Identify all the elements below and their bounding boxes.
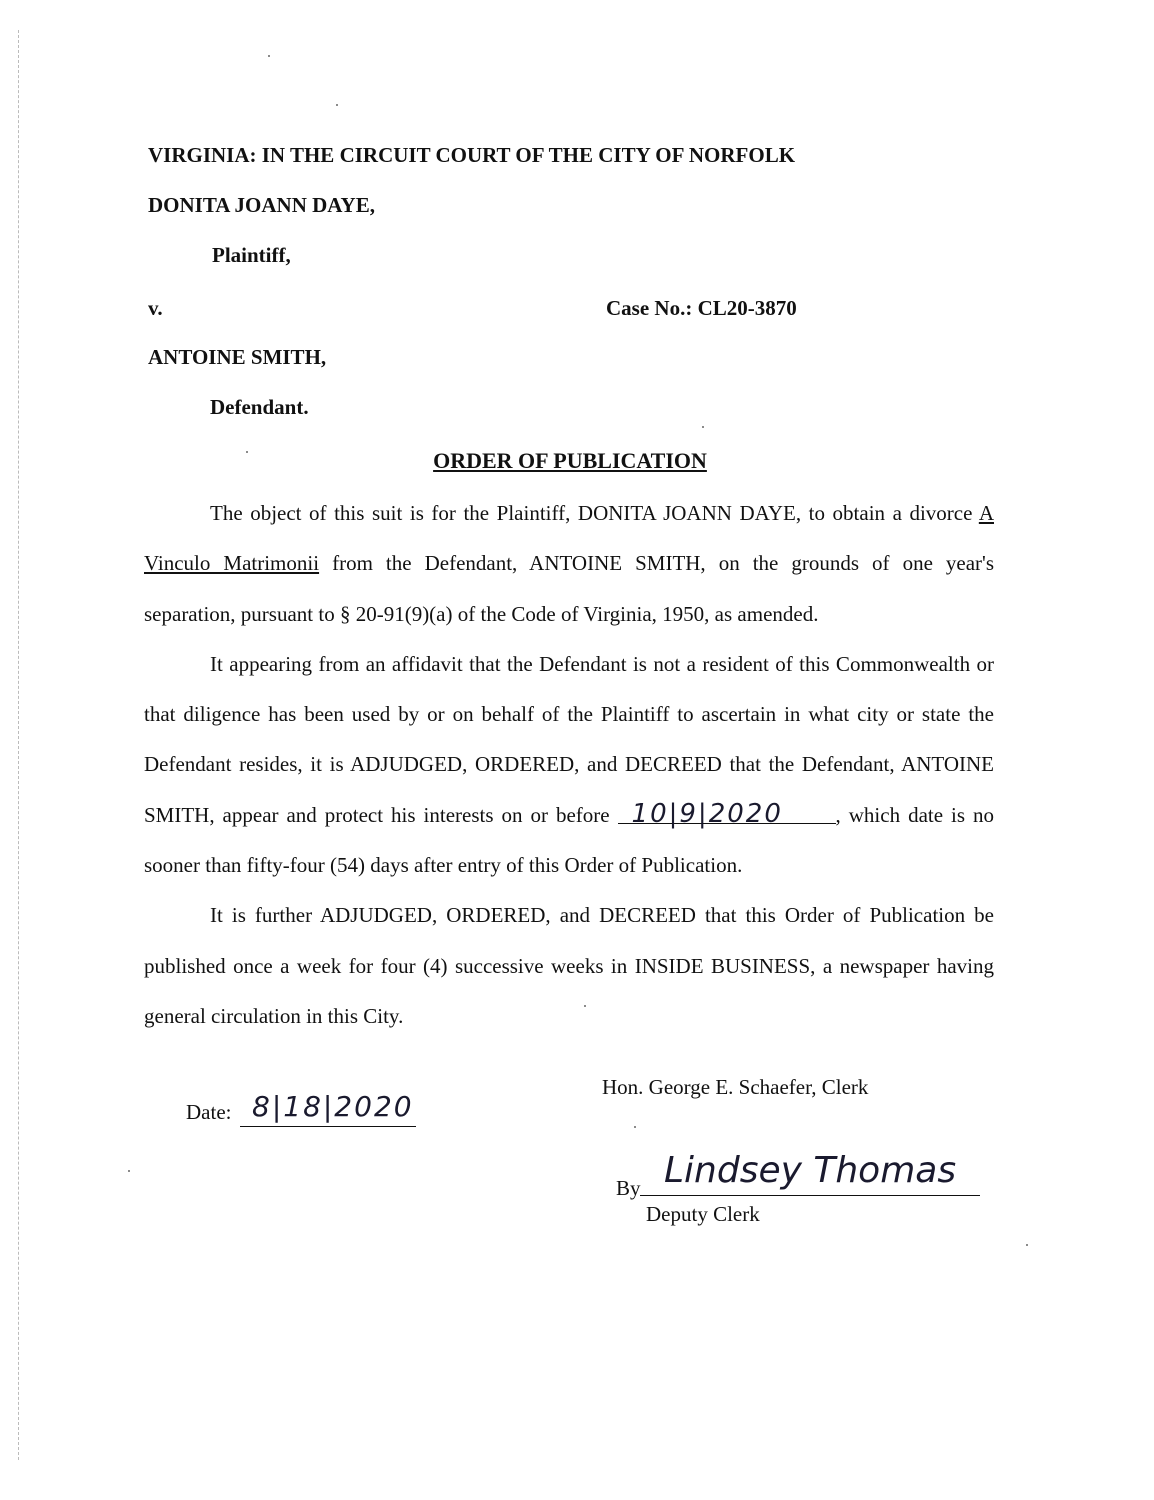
scan-speck — [634, 1126, 636, 1128]
case-number: Case No.: CL20-3870 — [606, 296, 797, 320]
entry-date-handwritten: 8|18|2020 — [252, 1090, 414, 1123]
scan-speck — [584, 1005, 586, 1007]
court-heading: VIRGINIA: IN THE CIRCUIT COURT OF THE CITY OF NORFOLK — [148, 143, 796, 167]
latin-term: A Vinculo Matrimonii — [144, 501, 994, 576]
clerk-signature-line — [640, 1195, 980, 1196]
scan-speck — [268, 55, 270, 57]
p2-text-a: It appearing from an affidavit that the Defendant is not a resident of this Commonwealth or that diligence has been used by or on behalf of the Plaintiff to ascertain in what city or state the Defendant resides, it is ADJUDGED, ORDERED, and DECREED that the Defendant, ANTOINE SMITH, appear and protect his interests on or before — [144, 651, 994, 827]
defendant-name: ANTOINE SMITH, — [148, 345, 327, 369]
plaintiff-name: DONITA JOANN DAYE, — [148, 193, 375, 217]
document-title: ORDER OF PUBLICATION — [433, 448, 707, 473]
p1-text-a: The object of this suit is for the Plaintiff, DONITA JOANN DAYE, to obtain a divorce — [210, 501, 979, 525]
appearance-date-blank — [618, 798, 836, 829]
appearance-date-handwritten: 10|9|2020 — [631, 798, 783, 829]
paragraph-object-of-suit — [144, 488, 994, 639]
paragraph-affidavit — [144, 639, 994, 890]
date-label: Date: — [186, 1100, 232, 1124]
scan-speck — [702, 426, 704, 428]
scan-speck — [336, 104, 338, 106]
versus-label: v. — [148, 296, 163, 320]
order-body — [144, 488, 994, 1041]
p2-text-b: , which date is no sooner than fifty-four (54) days after entry of this Order of Publication. — [144, 802, 994, 878]
deputy-clerk-signature: Lindsey Thomas — [664, 1150, 957, 1191]
plaintiff-label: Plaintiff, — [212, 243, 291, 267]
scan-margin-line — [18, 30, 19, 1460]
by-label: By — [616, 1176, 641, 1200]
date-signature-line — [240, 1126, 416, 1127]
scan-speck — [246, 451, 248, 453]
p3-text: It is further ADJUDGED, ORDERED, and DECREED that this Order of Publication be published once a week for four (4) successive weeks in INSIDE BUSINESS, a newspaper having general circulation in this City. — [144, 903, 994, 1028]
paragraph-publication — [144, 890, 994, 1041]
clerk-name: Hon. George E. Schaefer, Clerk — [602, 1075, 869, 1099]
scan-speck — [128, 1170, 130, 1172]
p1-text-b: from the Defendant, ANTOINE SMITH, on the grounds of one year's separation, pursuant to § 20-91(9)(a) of the Code of Virginia, 1950, as amended. — [144, 551, 994, 626]
scan-speck — [1026, 1244, 1028, 1246]
deputy-clerk-label: Deputy Clerk — [646, 1202, 760, 1226]
defendant-label: Defendant. — [210, 395, 309, 419]
